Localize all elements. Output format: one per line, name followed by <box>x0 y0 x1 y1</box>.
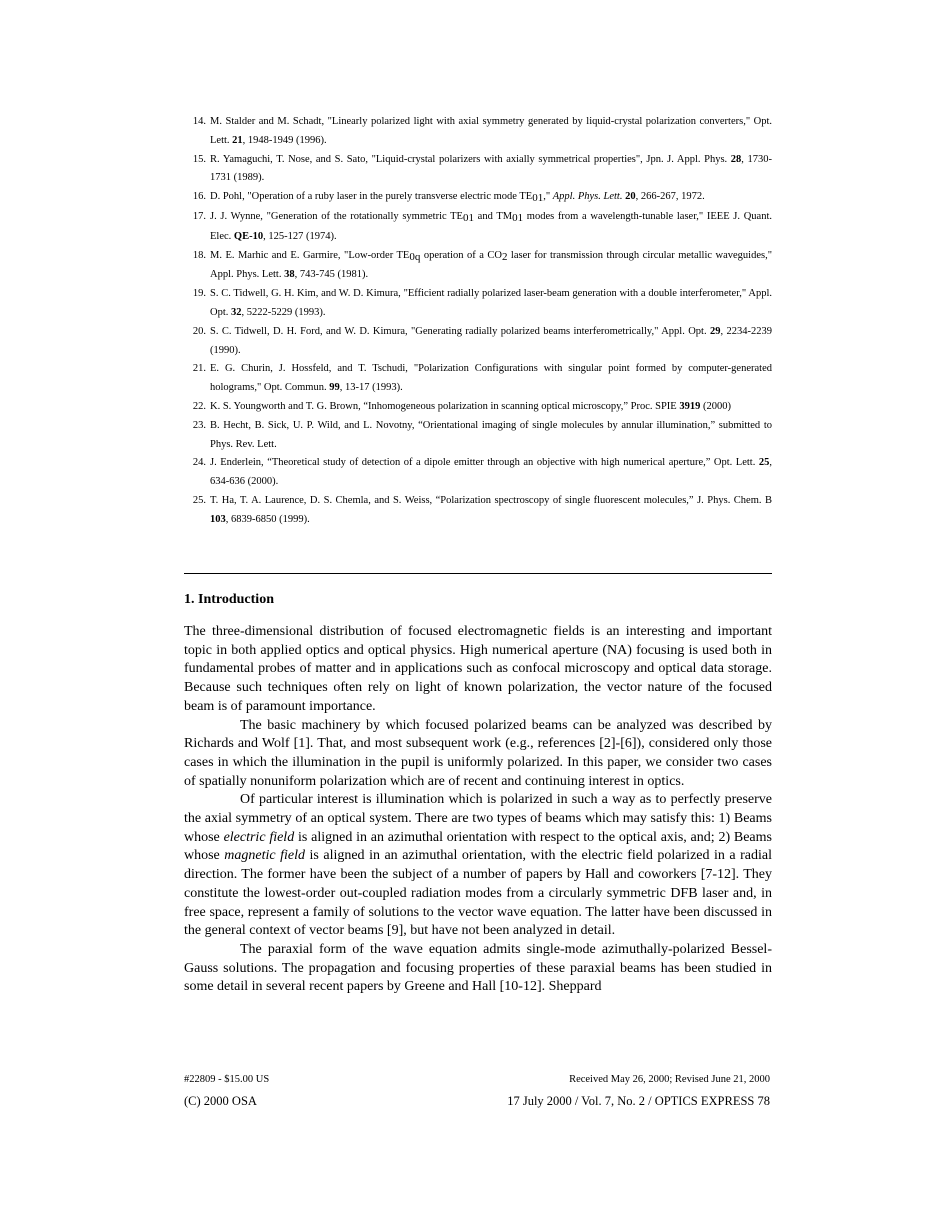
reference-number: 23. <box>192 419 206 431</box>
paragraph <box>184 717 772 792</box>
reference-item <box>184 113 772 151</box>
reference-item <box>184 285 772 323</box>
subscript: 01 <box>532 192 544 205</box>
volume-number: 38 <box>284 269 295 281</box>
reference-item <box>184 417 772 455</box>
subscript: 0q <box>409 250 421 263</box>
volume-number: 29 <box>710 325 721 337</box>
text-run: R. Yamaguchi, T. Nose, and S. Sato, "Liquid-crystal polarizers with axially symmetrical properties", Jpn. J. Appl. Phys. <box>210 153 731 165</box>
text-run: (2000) <box>700 400 731 412</box>
text-run: laser for transmission through circular metallic waveguides," Appl. Phys. Lett. <box>210 249 772 281</box>
reference-item <box>184 398 772 417</box>
reference-number: 17. <box>192 210 206 222</box>
text-run: The three-dimensional distribution of focused electromagnetic fields is an interesting and important topic in both applied optics and optical physics. High numerical aperture (NA) focusing is used both in fundamental probes of matter and in applications such as confocal microscopy and optical data storage. Because such techniques often rely on light of known polarization, the vector nature of the focused beam is of paramount importance. <box>184 624 772 714</box>
text-run: E. G. Churin, J. Hossfeld, and T. Tschudi, "Polarization Configurations with singular point formed by computer-generated holograms," Opt. Commun. <box>210 363 772 394</box>
reference-item <box>184 188 772 208</box>
text-run: D. Pohl, "Operation of a ruby laser in the purely transverse electric mode TE <box>210 191 533 203</box>
text-run: S. C. Tidwell, D. H. Ford, and W. D. Kimura, "Generating radially polarized beams interferometrically," Appl. Opt. <box>210 325 710 337</box>
paragraph <box>184 941 772 997</box>
reference-item <box>184 454 772 492</box>
text-run: J. Enderlein, “Theoretical study of detection of a dipole emitter through an objective with high numerical aperture,” Opt. Lett. <box>210 457 759 469</box>
section-heading: 1. Introduction <box>184 592 274 607</box>
reference-number: 24. <box>192 457 206 469</box>
volume-number: 99 <box>329 382 340 394</box>
reference-number: 15. <box>192 153 206 165</box>
italic-text: Appl. Phys. Lett. <box>552 191 623 203</box>
text-run: M. Stalder and M. Schadt, "Linearly polarized light with axial symmetry generated by liquid-crystal polarization converters," Opt. Lett. <box>210 116 772 146</box>
text-run: is aligned in an azimuthal orientation, with the electric field polarized in a radial direction. The former have been the subject of a number of papers by Hall and coworkers [7-12]. They constitute the lowest-order out-coupled radiation modes from a circularly symmetric DFB laser and, in free space, represent a family of solutions to the vector wave equation. The latter have been discussed in the general context of vector beams [9], but have not been analyzed in detail. <box>184 848 772 939</box>
text-run: K. S. Youngworth and T. G. Brown, “Inhomogeneous polarization in scanning optical microscopy,” Proc. SPIE <box>210 400 680 412</box>
reference-item <box>184 323 772 361</box>
text-run: ," <box>543 191 553 203</box>
copyright: (C) 2000 OSA <box>184 1094 257 1108</box>
italic-text: electric field <box>223 829 295 845</box>
reference-number: 20. <box>192 325 206 337</box>
volume-number: 103 <box>210 513 226 525</box>
reference-number: 18. <box>192 249 206 261</box>
reference-number: 14. <box>192 116 206 127</box>
volume-number: 21 <box>232 134 243 146</box>
text-run: operation of a CO <box>420 249 502 261</box>
text-run: , 634-636 (2000). <box>210 457 772 488</box>
text-run: The paraxial form of the wave equation admits single-mode azimuthally-polarized Bessel-Gauss solutions. The propagation and focusing properties of these paraxial beams has been studied in some detail in several recent papers by Greene and Hall [10-12]. Sheppard <box>184 941 772 995</box>
reference-item <box>184 492 772 530</box>
text-run: M. E. Marhic and E. Garmire, "Low-order TE <box>210 249 410 261</box>
subscript: 01 <box>512 211 524 224</box>
text-run: , 266-267, 1972. <box>635 191 705 203</box>
paragraph <box>184 623 772 717</box>
text-run: , 1948-1949 (1996). <box>242 134 327 146</box>
reference-number: 22. <box>192 400 206 412</box>
volume-number: 28 <box>730 153 742 165</box>
reference-item <box>184 151 772 189</box>
volume-number: QE-10 <box>233 230 264 242</box>
text-run: is aligned in an azimuthal orientation with respect to the optical axis, and; 2) Beams whose <box>184 829 772 864</box>
reference-item <box>184 208 772 247</box>
reference-number: 16. <box>192 191 206 203</box>
volume-number: 32 <box>231 306 242 318</box>
reference-number: 19. <box>192 288 206 300</box>
text-run: and TM <box>473 210 513 222</box>
text-run: , 5222-5229 (1993). <box>241 306 326 318</box>
journal-citation: 17 July 2000 / Vol. 7, No. 2 / OPTICS EXPRESS 78 <box>507 1094 770 1108</box>
text-run: J. J. Wynne, "Generation of the rotationally symmetric TE <box>210 210 463 222</box>
text-run: , 743-745 (1981). <box>294 269 369 281</box>
text-run: , 1730-1731 (1989). <box>210 153 773 184</box>
received-dates: Received May 26, 2000; Revised June 21, 2000 <box>569 1074 770 1085</box>
paragraph <box>184 791 772 941</box>
text-run: , 13-17 (1993). <box>339 382 403 394</box>
reference-number: 25. <box>192 494 206 506</box>
italic-text: magnetic field <box>224 848 305 864</box>
text-run: , 2234-2239 (1990). <box>210 325 773 356</box>
reference-item <box>184 360 772 398</box>
text-run: Of particular interest is illumination which is polarized in such a way as to perfectly preserve the axial symmetry of an optical system. There are two types of beams which may satisfy this: 1) Beams whose <box>184 792 772 845</box>
text-run: S. C. Tidwell, G. H. Kim, and W. D. Kimura, "Efficient radially polarized laser-beam generation with a double interferometer," Appl. Opt. <box>210 288 772 318</box>
subscript: 01 <box>462 211 474 224</box>
text-run: modes from a wavelength-tunable laser," IEEE J. Quant. Elec. <box>210 210 772 242</box>
reference-item <box>184 247 772 286</box>
page-footer <box>184 1074 770 1114</box>
subscript: 2 <box>501 250 508 263</box>
manuscript-number: #22809 - $15.00 US <box>184 1074 270 1085</box>
section-divider <box>184 573 772 574</box>
text-run: T. Ha, T. A. Laurence, D. S. Chemla, and S. Weiss, “Polarization spectroscopy of single fluorescent molecules,” J. Phys. Chem. B <box>210 494 772 506</box>
reference-number: 21. <box>192 363 206 375</box>
volume-number: 20 <box>625 191 636 203</box>
volume-number: 25 <box>758 457 770 469</box>
introduction-body <box>184 623 772 997</box>
text-run: B. Hecht, B. Sick, U. P. Wild, and L. Novotny, “Orientational imaging of single molecules by annular illumination,” submitted to Phys. Rev. Lett. <box>210 419 772 450</box>
text-run: , 125-127 (1974). <box>263 230 337 242</box>
text-run: , 6839-6850 (1999). <box>225 513 310 525</box>
reference-list <box>184 113 772 530</box>
volume-number: 3919 <box>679 400 701 412</box>
text-run: The basic machinery by which focused polarized beams can be analyzed was described by Richards and Wolf [1]. That, and most subsequent work (e.g., references [2]-[6]), considered only those cases in which the illumination in the pupil is uniformly polarized. In this paper, we consider two cases of spatially nonuniform polarization which are of recent and continuing interest in optics. <box>184 717 772 789</box>
